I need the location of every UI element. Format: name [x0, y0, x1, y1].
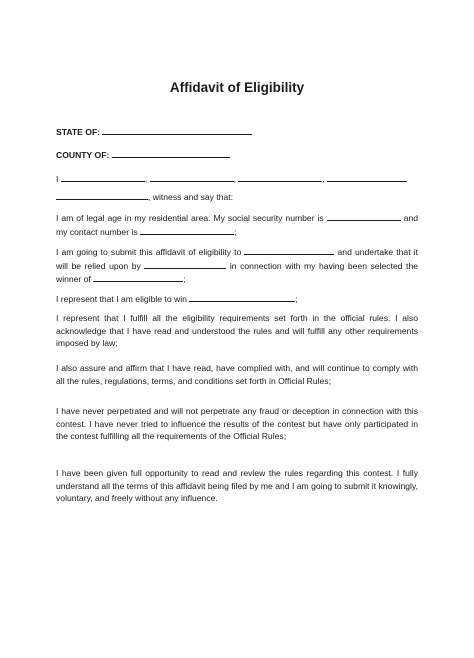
contest-name-field[interactable]: [93, 272, 186, 285]
ssn-field[interactable]: [327, 211, 401, 221]
p2-text-d: in connection with my: [229, 260, 316, 271]
p1-text: I am of legal age in my residential area. My social security number is: [56, 213, 324, 223]
name-field-2[interactable]: [150, 172, 234, 182]
recipient-field[interactable]: [244, 245, 334, 255]
semicolon: ;: [183, 274, 186, 285]
page-title: Affidavit of Eligibility: [169, 80, 305, 95]
witness-suffix: , witness and say that:: [148, 192, 234, 202]
county-field[interactable]: [112, 148, 230, 158]
comma: ,: [144, 174, 148, 184]
p1-text-b: and my contact number is: [56, 213, 419, 237]
state-label: STATE OF:: [56, 127, 101, 137]
name-field-5[interactable]: [56, 190, 148, 200]
names-line: [56, 172, 418, 185]
paragraph-no-fraud: I have never perpetrated and will not perpetrate any fraud or deception in connection with this contest. I have never tried to influence the results of the contest but have only participated in the contest fulfilling all the requirements of the Official Rules;: [56, 406, 418, 442]
p2-text-b: and: [337, 247, 352, 257]
p2-text-e: having been selected the winner of: [56, 260, 418, 285]
county-label: COUNTY OF:: [56, 150, 110, 160]
p2-text: I am going to submit this affidavit of eligibility to: [56, 247, 242, 257]
name-field-4[interactable]: [327, 172, 407, 182]
state-field[interactable]: [102, 125, 252, 135]
line-prefix: I: [56, 174, 59, 184]
p2-text-c: undertake that it will be relied upon by: [56, 247, 418, 271]
comma: ,: [322, 174, 325, 184]
paragraph-eligible: [56, 292, 418, 306]
paragraph-legal-age: [56, 211, 418, 238]
name-field-3[interactable]: [238, 172, 325, 184]
paragraph-review: I have been given full opportunity to read and review the rules regarding this contest. I fully understand all the terms of this affidavit being filed by me and I am going to submit it knowingly, voluntary, and freely without any influence.: [56, 468, 418, 504]
county-line: [56, 148, 418, 161]
name-field-1[interactable]: [61, 172, 148, 184]
paragraph-requirements: I represent that I fulfill all the eligibility requirements set forth in the official rules. I also acknowledge that I have read and understood the rules and will fulfill any other requirements imposed by law;: [56, 313, 418, 349]
semicolon: ;: [234, 226, 237, 237]
comma: ,: [233, 174, 236, 184]
p3-text: I represent that I am eligible to win: [56, 294, 187, 304]
witness-line: [56, 190, 418, 203]
state-line: [56, 125, 418, 138]
paragraph-assure: I also assure and affirm that I have read, have complied with, and will continue to comply with all the rules, regulations, terms, and conditions set forth in Official Rules;: [56, 363, 418, 386]
paragraph-submit: [56, 245, 418, 286]
relied-by-field[interactable]: [144, 259, 226, 269]
semicolon: ;: [295, 294, 298, 304]
contact-number-field[interactable]: [140, 225, 237, 237]
prize-field[interactable]: [189, 292, 298, 304]
